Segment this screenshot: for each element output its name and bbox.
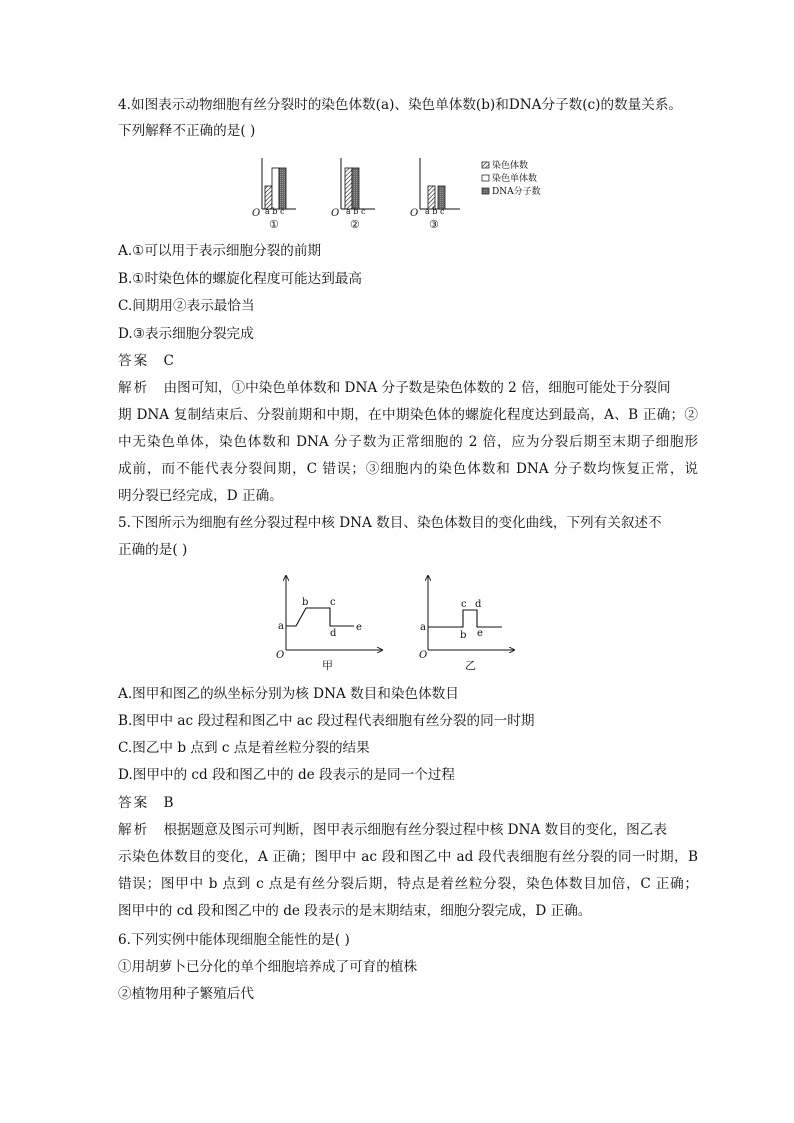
q5-analysis-line2: 示染色体数目的变化，A 正确；图甲中 ac 段和图乙中 ad 段代表细胞有丝分裂的同一时期，B — [118, 849, 698, 865]
q4-analysis-label: 解析 — [118, 380, 150, 396]
q5-yi-curve — [428, 610, 502, 627]
q5-jia-origin: O — [276, 650, 285, 661]
q5-graph-jia — [276, 576, 382, 672]
q5-yi-point-a: a — [420, 622, 426, 633]
q5-jia-point-c: c — [330, 597, 336, 608]
q5-jia-caption: 甲 — [322, 659, 333, 672]
q4-legend-1: 染色体数 — [492, 161, 529, 171]
q5-answer — [118, 794, 174, 812]
q6-stem: 6.下列实例中能体现细胞全能性的是( ) — [118, 932, 350, 948]
q4-p3-caption: ③ — [429, 218, 439, 231]
q5-analysis-text-1: 根据题意及图示可判断，图甲表示细胞有丝分裂过程中核 DNA 数目的变化，图乙表 — [163, 822, 667, 838]
q5-analysis-line1 — [118, 821, 667, 839]
q4-answer — [118, 352, 174, 370]
q5-yi-point-b: b — [460, 630, 467, 641]
q4-legend-3: DNA分子数 — [492, 187, 541, 197]
q6-item-2: ②植物用种子繁殖后代 — [118, 986, 254, 1002]
q4-analysis-text-1: 由图可知，①中染色单体数和 DNA 分子数是染色体数的 2 倍，细胞可能处于分裂间 — [163, 380, 671, 396]
q5-option-c: C.图乙中 b 点到 c 点是着丝粒分裂的结果 — [118, 740, 370, 756]
q4-stem-line2: 下列解释不正确的是( ) — [118, 123, 256, 139]
q4-p1-bar-b — [272, 168, 279, 209]
q5-option-b: B.图甲中 ac 段过程和图乙中 ac 段过程代表细胞有丝分裂的同一时期 — [118, 713, 535, 729]
q5-yi-caption: 乙 — [465, 659, 476, 672]
q4-p3-ticks: a b c — [425, 207, 445, 216]
q5-analysis-label: 解析 — [118, 822, 150, 838]
q4-analysis-line5: 明分裂已经完成，D 正确。 — [118, 488, 283, 504]
q5-answer-value: B — [163, 795, 174, 811]
q4-p1-ticks: a b c — [265, 207, 285, 216]
q4-p1-origin: O — [252, 208, 261, 219]
q4-panel-1 — [252, 158, 296, 231]
q4-p3-bar-c — [438, 186, 445, 209]
q4-answer-value: C — [163, 353, 174, 369]
q4-option-a: A.①可以用于表示细胞分裂的前期 — [118, 243, 322, 259]
q4-p3-origin: O — [410, 208, 419, 219]
q4-p2-caption: ② — [350, 218, 360, 231]
q5-analysis-line3: 错误；图甲中 b 点到 c 点是有丝分裂后期，特点是着丝粒分裂，染色体数目加倍，C 正确； — [118, 876, 698, 892]
q4-option-c: C.间期用②表示最恰当 — [118, 298, 255, 314]
q5-yi-origin: O — [419, 650, 428, 661]
q4-panel-3 — [410, 158, 460, 231]
q4-p2-bar-c — [352, 168, 359, 209]
q5-option-d: D.图甲中的 cd 段和图乙中的 de 段表示的是同一个过程 — [118, 767, 455, 783]
q5-jia-point-d: d — [330, 628, 337, 639]
q4-option-d: D.③表示细胞分裂完成 — [118, 326, 254, 342]
q4-legend — [482, 159, 541, 197]
q4-p1-caption: ① — [269, 218, 279, 231]
q5-yi-point-e: e — [477, 628, 483, 639]
q4-option-b: B.①时染色体的螺旋化程度可能达到最高 — [118, 271, 362, 287]
q4-stem-line1: 4.如图表示动物细胞有丝分裂时的染色体数(a)、染色单体数(b)和DNA分子数(c)的数量关系。 — [118, 97, 683, 113]
q5-jia-curve — [286, 608, 354, 626]
q5-jia-point-b: b — [302, 597, 309, 608]
q4-analysis-line4: 成前，而不能代表分裂间期，C 错误；③细胞内的染色体数和 DNA 分子数均恢复正常，说 — [118, 461, 698, 477]
q4-legend-2: 染色单体数 — [492, 174, 538, 184]
q5-stem-line1: 5.下图所示为细胞有丝分裂过程中核 DNA 数目、染色体数目的变化曲线，下列有关叙述不 — [118, 515, 662, 531]
q5-stem-line2: 正确的是( ) — [118, 542, 188, 558]
q5-line-figure — [270, 570, 520, 672]
q4-p1-bar-c — [279, 168, 286, 209]
q4-analysis-line1 — [118, 379, 671, 397]
q4-panel-2 — [331, 158, 375, 231]
q4-p1-bar-a — [265, 186, 272, 209]
q4-answer-label: 答案 — [118, 353, 150, 369]
q5-yi-point-c: c — [461, 599, 467, 610]
q4-p2-origin: O — [331, 208, 340, 219]
q4-p2-ticks: a b c — [346, 207, 366, 216]
q5-jia-point-a: a — [278, 621, 284, 632]
q5-answer-label: 答案 — [118, 795, 150, 811]
q5-analysis-line4: 图甲中的 cd 段和图乙中的 de 段表示的是末期结束，细胞分裂完成，D 正确。 — [118, 903, 592, 919]
q6-item-1: ①用胡萝卜已分化的单个细胞培养成了可育的植株 — [118, 959, 418, 975]
q5-yi-point-d: d — [475, 599, 482, 610]
q4-analysis-line3: 中无染色单体，染色体数和 DNA 分子数为正常细胞的 2 倍，应为分裂后期至末期子细胞形 — [118, 434, 698, 450]
q5-option-a: A.图甲和图乙的纵坐标分别为核 DNA 数目和染色体数目 — [118, 686, 459, 702]
q4-p3-bar-a — [428, 186, 435, 209]
q5-jia-point-e: e — [356, 622, 362, 633]
q4-p2-bar-a — [345, 168, 352, 209]
q4-bar-figure — [244, 150, 574, 232]
q5-graph-yi — [419, 576, 514, 672]
q4-analysis-line2: 期 DNA 复制结束后、分裂前期和中期，在中期染色体的螺旋化程度达到最高，A、B 正确；② — [118, 407, 698, 423]
